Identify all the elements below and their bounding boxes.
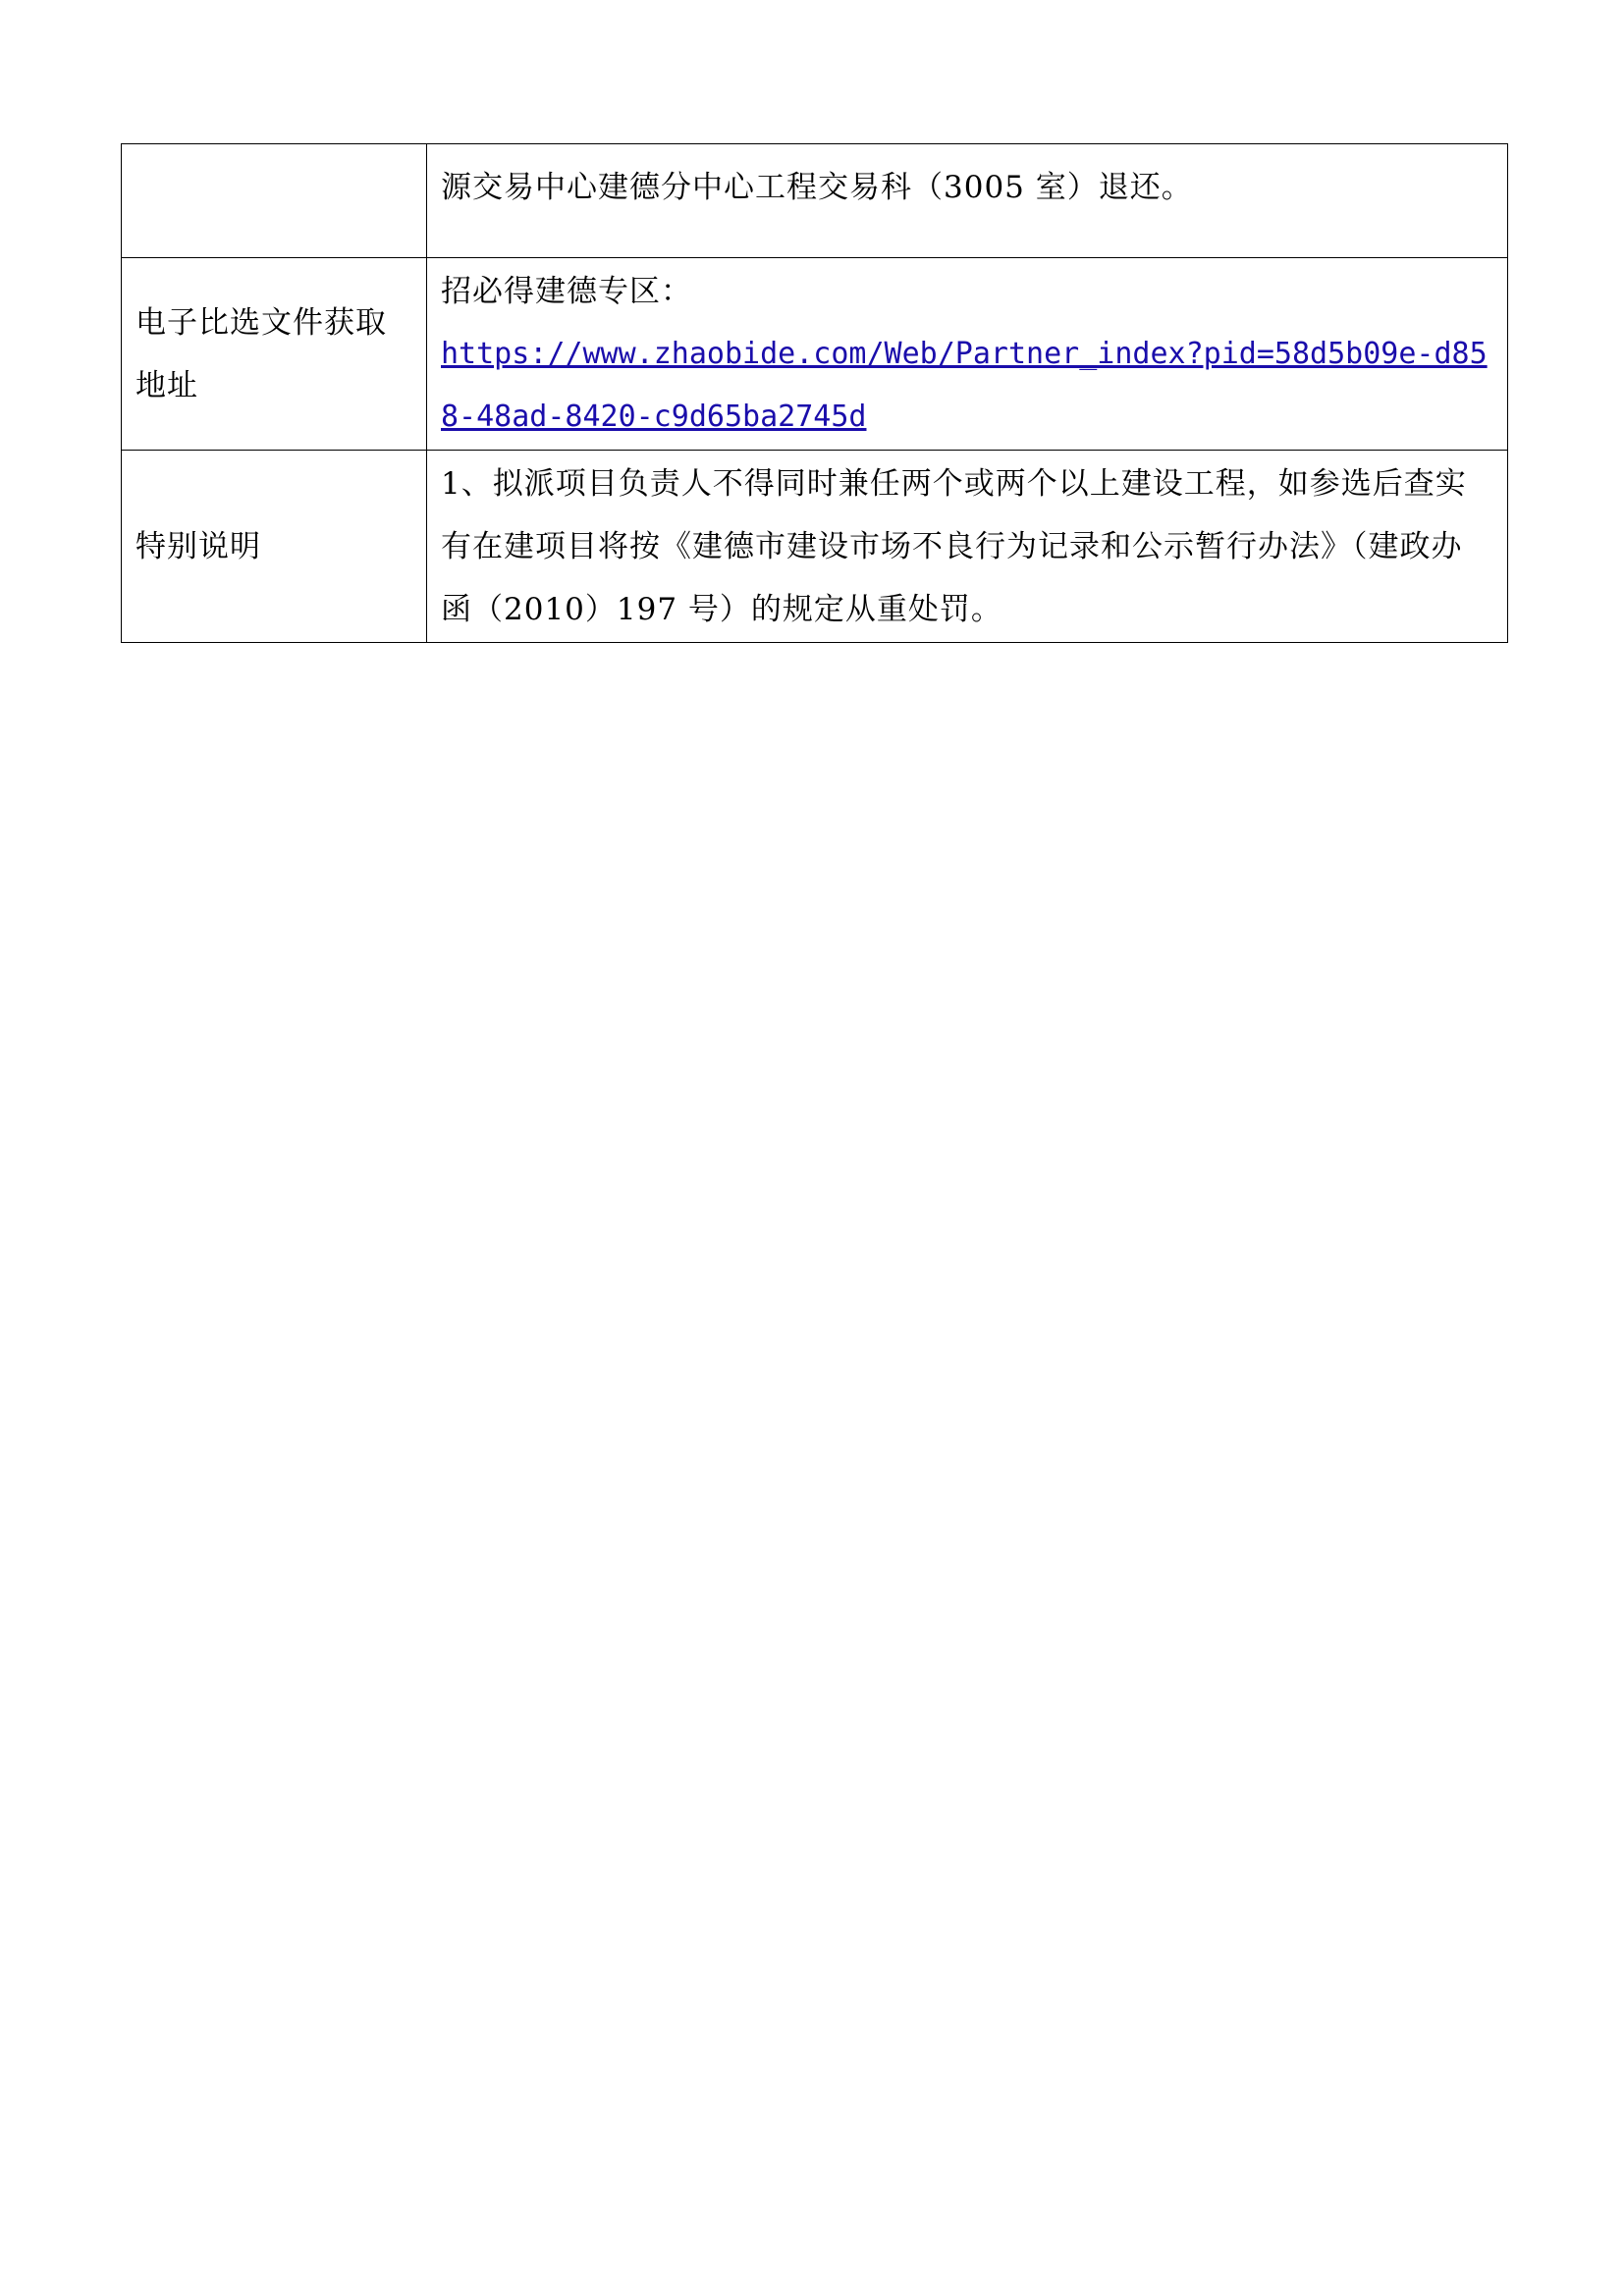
document-access-cell: [427, 258, 1508, 451]
refund-location-text: 源交易中心建德分中心工程交易科（3005 室）退还。: [427, 144, 1508, 258]
document-url-link[interactable]: https://www.zhaobide.com/Web/Partner_index?pid=58d5b09e-d858-48ad-8420-c9d65ba2745d: [441, 336, 1488, 434]
table-row: [122, 258, 1508, 451]
platform-name: 招必得建德专区：: [441, 273, 692, 309]
special-notes-label: 特别说明: [122, 451, 427, 643]
info-table: [121, 143, 1508, 643]
table-row: [122, 144, 1508, 258]
document-access-label: 电子比选文件获取地址: [122, 258, 427, 451]
special-notes-text: 1、拟派项目负责人不得同时兼任两个或两个以上建设工程，如参选后查实有在建项目将按《建德市建设市场不良行为记录和公示暂行办法》（建政办函（2010）197 号）的规定从重处罚。: [427, 451, 1508, 643]
row-label-empty: [122, 144, 427, 258]
table-row: [122, 451, 1508, 643]
